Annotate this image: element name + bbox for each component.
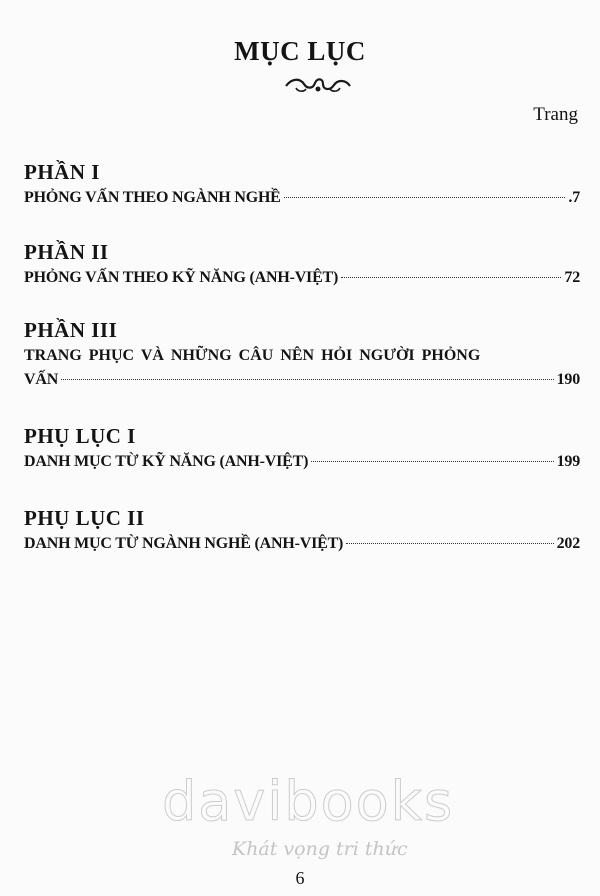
toc-entry[interactable]: [24, 535, 580, 553]
entry-title: DANH MỤC TỪ NGÀNH NGHỀ (ANH-VIỆT): [24, 535, 344, 552]
dot-leader: [61, 379, 554, 380]
watermark-logo: davibooks: [162, 770, 455, 833]
dot-leader: [346, 543, 553, 544]
watermark-tagline: Khát vọng tri thức: [232, 838, 408, 860]
section-heading: PHẦN II: [24, 240, 109, 264]
section-heading: PHỤ LỤC I: [24, 424, 136, 448]
entry-title: DANH MỤC TỪ KỸ NĂNG (ANH-VIỆT): [24, 453, 309, 470]
toc-section-part-2: [24, 240, 580, 287]
entry-page-number: 72: [564, 269, 580, 286]
toc-entry[interactable]: [24, 453, 580, 471]
toc-section-part-1: [24, 160, 580, 207]
page-column-label: Trang: [533, 104, 578, 125]
entry-title-line-1[interactable]: TRANG PHỤC VÀ NHỮNG CÂU NÊN HỎI NGƯỜI PHỎNG: [24, 347, 481, 364]
entry-page-number: 190: [556, 371, 580, 388]
entry-page-number: 202: [556, 535, 580, 552]
section-heading: PHẦN I: [24, 160, 100, 184]
toc-entry[interactable]: [24, 269, 580, 287]
dot-leader: [341, 277, 561, 278]
entry-title: PHỎNG VẤN THEO KỸ NĂNG (ANH-VIỆT): [24, 269, 339, 286]
page-title: MỤC LỤC: [234, 36, 366, 66]
toc-entry[interactable]: [24, 189, 580, 207]
dot-leader: [284, 197, 566, 198]
entry-page-number: .7: [568, 189, 580, 206]
entry-page-number: 199: [556, 453, 580, 470]
section-heading: PHỤ LỤC II: [24, 506, 145, 530]
entry-title: PHỎNG VẤN THEO NGÀNH NGHỀ: [24, 189, 281, 206]
toc-section-appendix-1: [24, 424, 580, 471]
entry-title-line-2: VẤN: [24, 371, 59, 388]
section-heading: PHẦN III: [24, 318, 118, 342]
toc-entry[interactable]: [24, 371, 580, 389]
dot-leader: [311, 461, 553, 462]
page-number: 6: [295, 868, 305, 888]
toc-section-appendix-2: [24, 506, 580, 553]
decorative-flourish-icon: [282, 74, 354, 96]
toc-section-part-3: [24, 318, 580, 389]
